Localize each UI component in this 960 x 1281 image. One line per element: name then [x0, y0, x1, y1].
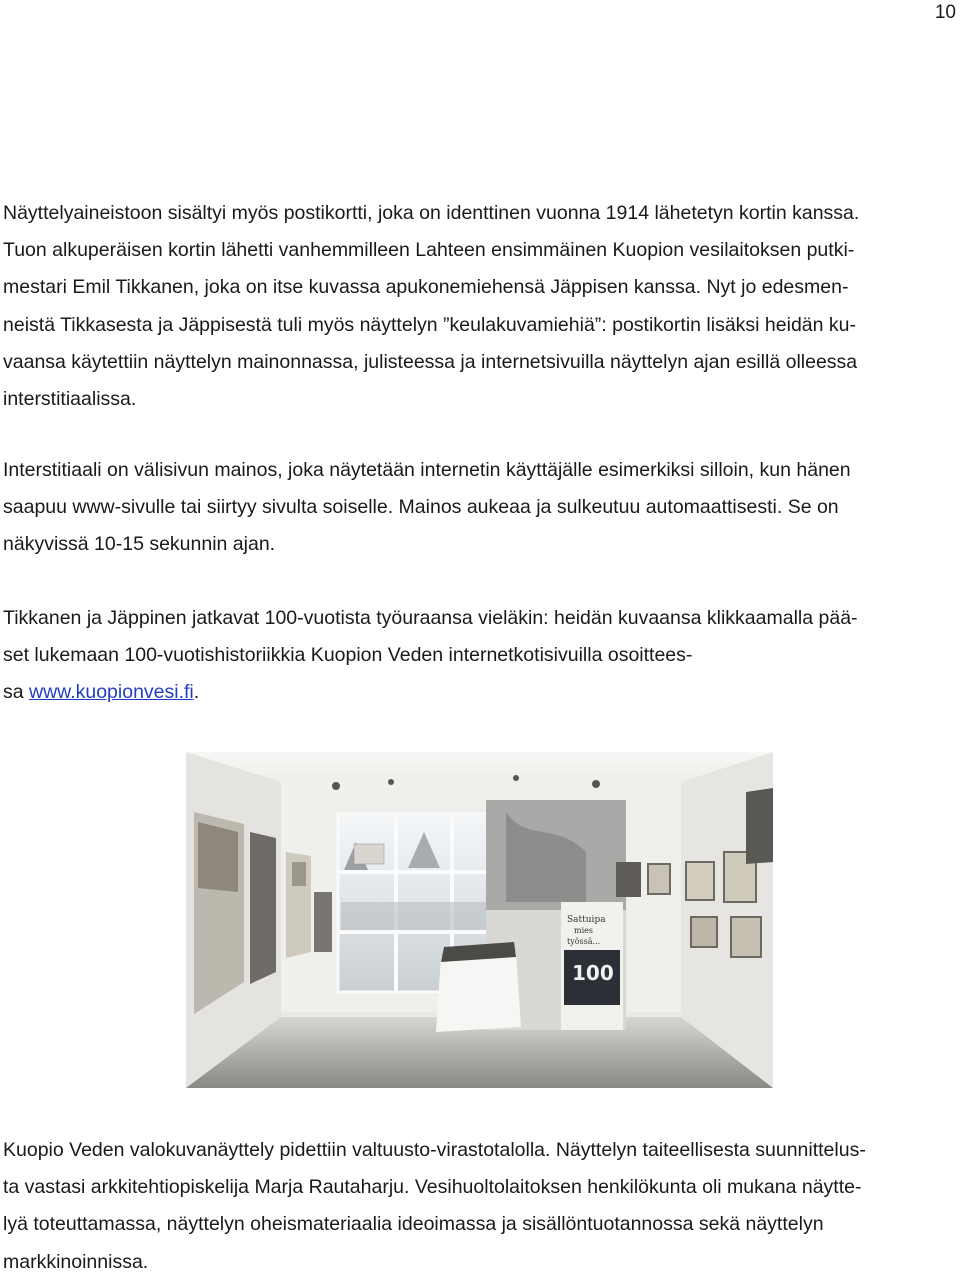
paragraph-line: interstitiaalissa.	[3, 388, 137, 411]
photo-caption	[3, 1132, 953, 1281]
paragraph-history	[3, 600, 953, 712]
paragraph-line: Tuon alkuperäisen kortin lähetti vanhemmilleen Lahteen ensimmäinen Kuopion vesilaitoksen putki-	[3, 239, 855, 262]
website-link[interactable]: www.kuopionvesi.fi	[29, 681, 194, 704]
paragraph-line: vaansa käytettiin näyttelyn mainonnassa, julisteessa ja internetsivuilla näyttelyn ajan esillä olleessa	[3, 350, 858, 373]
paragraph-line: ta vastasi arkkitehtiopiskelija Marja Rautaharju. Vesihuoltolaitoksen henkilökunta oli mukana näytte-	[3, 1176, 862, 1199]
paragraph-line: Interstitiaali on välisivun mainos, joka näytetään internetin käyttäjälle esimerkiksi silloin, kun hänen	[3, 459, 851, 481]
banner-number: 100	[572, 961, 614, 985]
exhibition-photo	[186, 752, 773, 1088]
paragraph-line: lyä toteuttamassa, näyttelyn oheismateriaalia ideoimassa ja sisällöntuotannossa sekä näyttelyn	[3, 1213, 824, 1236]
link-prefix: sa	[3, 681, 30, 704]
banner-line2: mies	[574, 926, 593, 935]
paragraph-line: näkyvissä 10-15 sekunnin ajan.	[3, 533, 276, 556]
banner-quote: Sattuipa	[567, 915, 606, 925]
paragraph-line: set lukemaan 100-vuotishistoriikkia Kuopion Veden internetkotisivuilla osoittees-	[3, 644, 693, 667]
link-suffix: .	[193, 681, 200, 704]
paragraph-line: mestari Emil Tikkanen, joka on itse kuvassa apukonemiehensä Jäppisen kanssa. Nyt jo edesmen-	[3, 276, 849, 299]
paragraph-line: neistä Tikkasesta ja Jäppisestä tuli myös näyttelyn ”keulakuvamiehiä”: postikortin lisäksi heidän ku-	[3, 313, 856, 336]
page-number: 10	[934, 2, 956, 23]
paragraph-postcard	[3, 195, 953, 418]
paragraph-line-with-link	[3, 674, 953, 711]
paragraph-line: Näyttelyaineistoon sisältyi myös postikortti, joka on identtinen vuonna 1914 lähetetyn kortin kanssa.	[3, 202, 860, 224]
paragraph-line: Tikkanen ja Jäppinen jatkavat 100-vuotista työuraansa vieläkin: heidän kuvaansa klikkaamalla pää-	[3, 607, 858, 629]
paragraph-line: Kuopio Veden valokuvanäyttely pidettiin valtuusto-virastotalolla. Näyttelyn taiteellisesta suunnittelus-	[3, 1139, 866, 1161]
paragraph-line: markkinoinnissa.	[3, 1250, 149, 1273]
paragraph-interstitial	[3, 452, 953, 564]
banner-line3: työssä...	[567, 937, 601, 946]
paragraph-line: saapuu www-sivulle tai siirtyy sivulta soiselle. Mainos aukeaa ja sulkeutuu automaattisesti. Se on	[3, 496, 839, 519]
